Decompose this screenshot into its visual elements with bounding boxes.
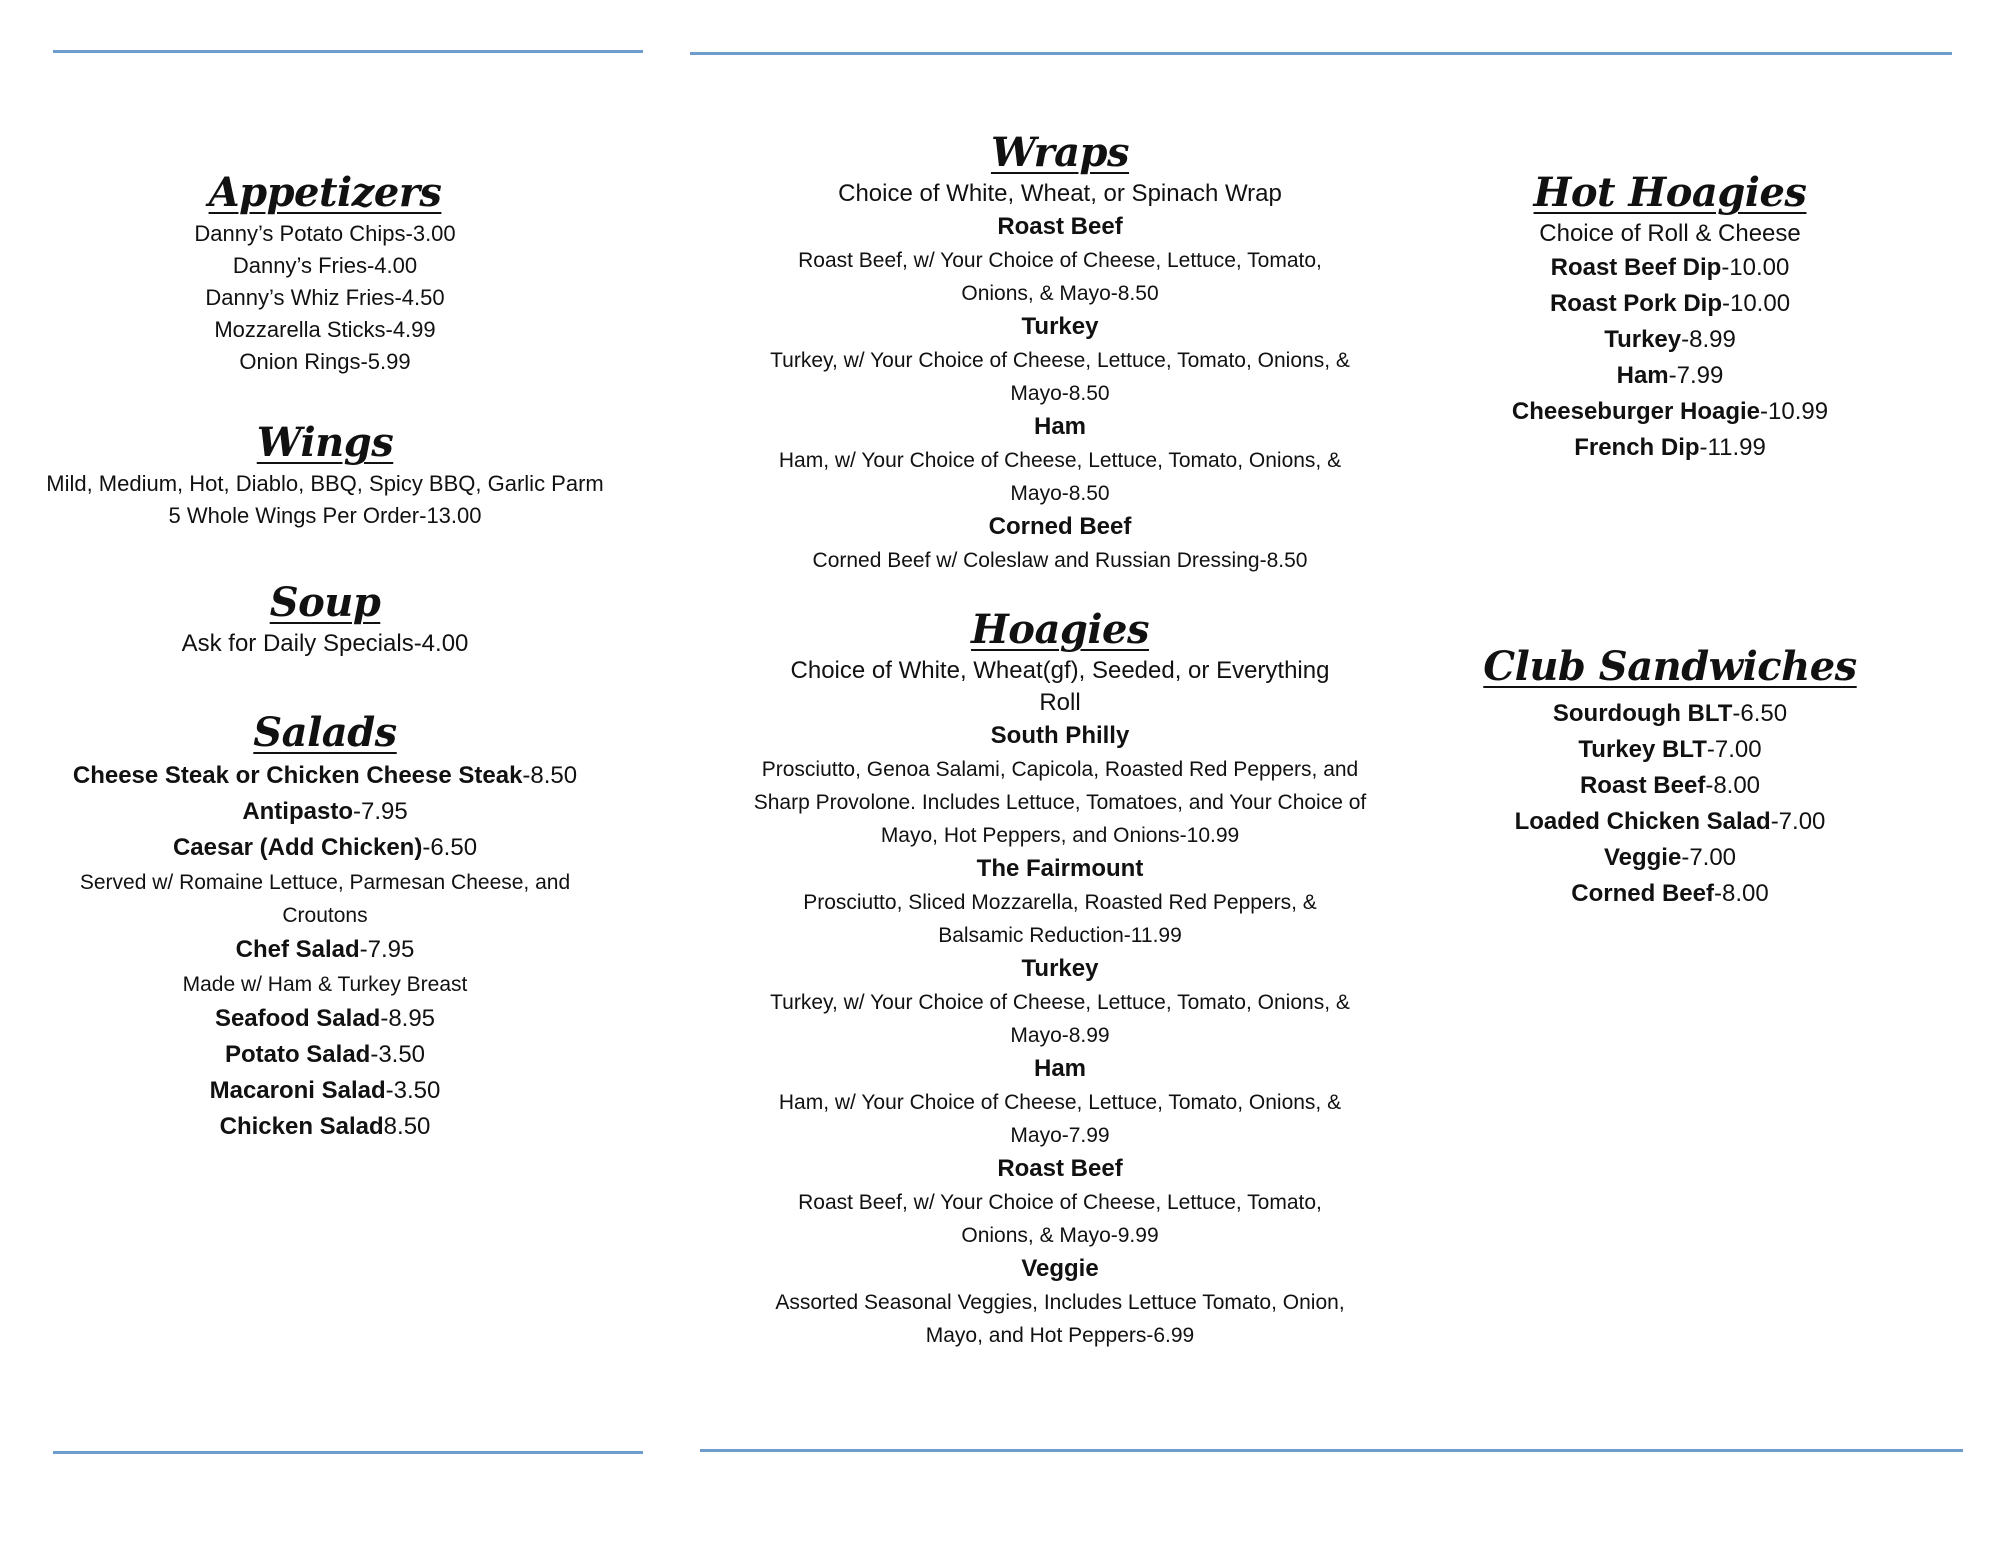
left-column (20, 168, 630, 1145)
appetizer-item: Onion Rings-5.99 (239, 349, 411, 374)
hot-hoagie-item: Roast Beef Dip-10.00 (1550, 254, 1790, 281)
salad-item: Antipasto-7.95 (242, 798, 408, 825)
wrap-description: Turkey, w/ Your Choice of Cheese, Lettuce, Tomato, Onions, & Mayo-8.50 (770, 349, 1350, 405)
club-sandwich-item: Roast Beef-8.00 (1579, 772, 1761, 799)
wrap-description: Roast Beef, w/ Your Choice of Cheese, Lettuce, Tomato, Onions, & Mayo-8.50 (798, 249, 1322, 305)
club-sandwich-item: Turkey BLT-7.00 (1578, 736, 1762, 763)
wrap-title: Roast Beef (997, 213, 1123, 240)
salad-item: Seafood Salad-8.95 (214, 1005, 436, 1032)
salad-description: Served w/ Romaine Lettuce, Parmesan Cheese, and Croutons (79, 871, 571, 927)
salad-item: Cheese Steak or Chicken Cheese Steak-8.50 (72, 762, 578, 789)
hoagie-title: The Fairmount (976, 855, 1144, 882)
hoagie-description: Turkey, w/ Your Choice of Cheese, Lettuce, Tomato, Onions, & Mayo-8.99 (770, 991, 1350, 1047)
hoagies-section (745, 605, 1375, 1352)
club-sandwich-item: Corned Beef-8.00 (1571, 880, 1769, 907)
salad-item: Chef Salad-7.95 (235, 936, 415, 963)
hot-hoagie-item: Cheeseburger Hoagie-10.99 (1511, 398, 1829, 425)
salad-item: Macaroni Salad-3.50 (209, 1077, 441, 1104)
middle-column (745, 128, 1375, 1352)
hoagie-description: Prosciutto, Sliced Mozzarella, Roasted Red Peppers, & Balsamic Reduction-11.99 (803, 891, 1317, 947)
hoagies-heading: Hoagies (970, 606, 1150, 653)
salad-description: Made w/ Ham & Turkey Breast (182, 973, 468, 996)
hot-hoagie-item: Roast Pork Dip-10.00 (1549, 290, 1791, 317)
wrap-description: Ham, w/ Your Choice of Cheese, Lettuce, Tomato, Onions, & Mayo-8.50 (778, 449, 1342, 505)
soup-heading: Soup (269, 579, 381, 626)
hoagie-title: Ham (1033, 1055, 1087, 1082)
hoagie-title: Veggie (1021, 1255, 1099, 1282)
hoagie-title: South Philly (990, 722, 1130, 749)
hoagie-description: Assorted Seasonal Veggies, Includes Lettuce Tomato, Onion, Mayo, and Hot Peppers-6.99 (775, 1291, 1345, 1347)
wings-heading: Wings (256, 419, 394, 466)
hoagie-title: Turkey (1021, 955, 1099, 982)
wings-flavors: Mild, Medium, Hot, Diablo, BBQ, Spicy BBQ, Garlic Parm (46, 471, 604, 496)
wrap-title: Corned Beef (988, 513, 1132, 540)
right-column (1450, 168, 1890, 912)
club-sandwich-item: Veggie-7.00 (1603, 844, 1737, 871)
wrap-title: Turkey (1021, 313, 1099, 340)
hoagies-subtitle: Choice of White, Wheat(gf), Seeded, or Everything Roll (790, 657, 1330, 716)
salad-item: Caesar (Add Chicken)-6.50 (172, 834, 478, 861)
hot-hoagie-item: Ham-7.99 (1616, 362, 1724, 389)
wraps-heading: Wraps (990, 129, 1130, 176)
wraps-section (745, 128, 1375, 577)
bottom-rule-right (700, 1449, 1963, 1452)
wings-section (20, 418, 630, 532)
wrap-description: Corned Beef w/ Coleslaw and Russian Dressing-8.50 (812, 549, 1308, 572)
club-sandwich-item: Sourdough BLT-6.50 (1552, 700, 1788, 727)
wings-price: 5 Whole Wings Per Order-13.00 (168, 503, 482, 528)
hot-hoagie-item: Turkey-8.99 (1604, 326, 1736, 353)
hoagie-title: Roast Beef (997, 1155, 1123, 1182)
appetizers-section (20, 168, 630, 378)
hot-hoagie-item: French Dip-11.99 (1574, 434, 1766, 461)
hot-hoagies-subtitle: Choice of Roll & Cheese (1539, 220, 1801, 247)
top-rule-right (690, 52, 1952, 55)
bottom-rule-left (53, 1451, 643, 1454)
soup-section (20, 578, 630, 660)
wrap-title: Ham (1033, 413, 1087, 440)
soup-special: Ask for Daily Specials-4.00 (181, 630, 469, 657)
top-rule-left (53, 50, 643, 53)
hoagie-description: Prosciutto, Genoa Salami, Capicola, Roasted Red Peppers, and Sharp Provolone. Includes Lettuce, Tomatoes, and Your Choice of Mayo, Hot Peppers, and Onions-10.99 (753, 758, 1367, 847)
hot-hoagies-section (1450, 168, 1890, 466)
hoagie-description: Ham, w/ Your Choice of Cheese, Lettuce, Tomato, Onions, & Mayo-7.99 (778, 1091, 1342, 1147)
appetizers-heading: Appetizers (208, 169, 442, 216)
appetizer-item: Danny’s Whiz Fries-4.50 (205, 285, 445, 310)
salad-item: Potato Salad-3.50 (224, 1041, 426, 1068)
salads-heading: Salads (253, 709, 397, 756)
wraps-subtitle: Choice of White, Wheat, or Spinach Wrap (838, 180, 1282, 207)
hoagie-description: Roast Beef, w/ Your Choice of Cheese, Lettuce, Tomato, Onions, & Mayo-9.99 (798, 1191, 1322, 1247)
appetizer-item: Mozzarella Sticks-4.99 (214, 317, 436, 342)
club-sandwich-item: Loaded Chicken Salad-7.00 (1514, 808, 1826, 835)
salad-item: Chicken Salad8.50 (219, 1113, 431, 1140)
club-sandwiches-section (1450, 642, 1890, 912)
hot-hoagies-heading: Hot Hoagies (1533, 169, 1807, 216)
appetizer-item: Danny’s Potato Chips-3.00 (194, 221, 456, 246)
appetizer-item: Danny’s Fries-4.00 (232, 253, 418, 278)
salads-section (20, 708, 630, 1145)
club-sandwiches-heading: Club Sandwiches (1483, 643, 1857, 690)
